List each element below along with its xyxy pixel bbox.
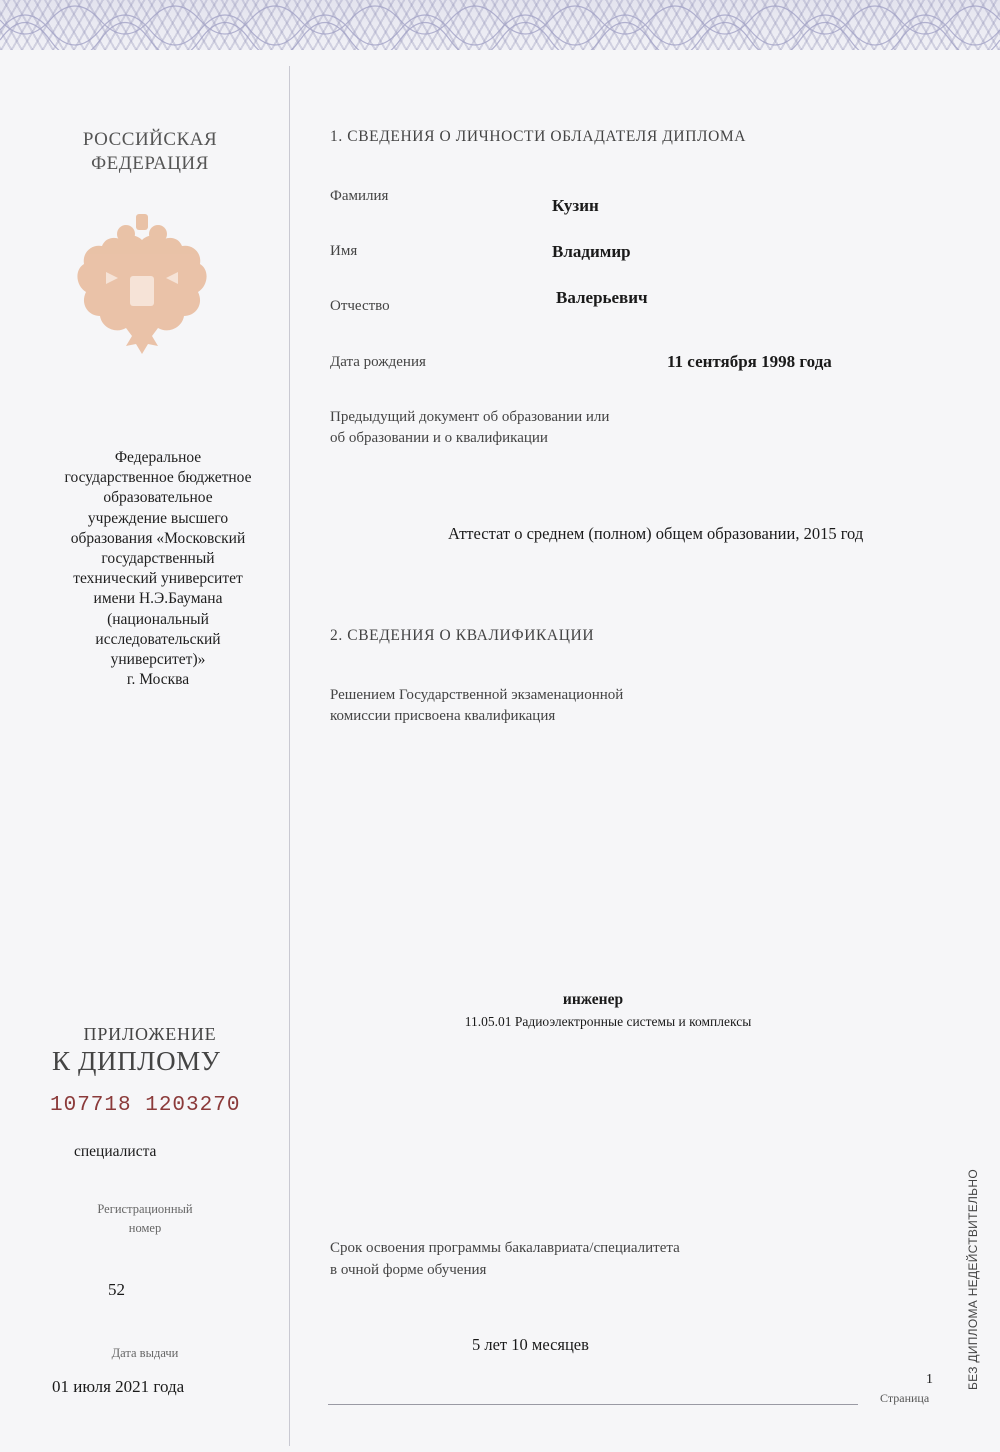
institution-line: государственный — [101, 550, 215, 568]
section-1-title: 1. СВЕДЕНИЯ О ЛИЧНОСТИ ОБЛАДАТЕЛЯ ДИПЛОМА — [330, 128, 747, 145]
validity-notice: БЕЗ ДИПЛОМА НЕДЕЙСТВИТЕЛЬНО — [966, 1169, 980, 1390]
patronymic-label: Отчество — [330, 298, 390, 314]
institution-line: исследовательский — [95, 630, 221, 648]
study-duration-label — [330, 1237, 680, 1281]
specialty-value: 11.05.01 Радиоэлектронные системы и комплексы — [464, 1014, 752, 1029]
institution-line: государственное бюджетное — [64, 469, 252, 487]
issue-date-label: Дата выдачи — [111, 1346, 179, 1360]
institution-line: имени Н.Э.Баумана — [93, 590, 223, 608]
degree-level: специалиста — [74, 1143, 157, 1160]
study-duration-value: 5 лет 10 месяцев — [472, 1335, 589, 1354]
page-label: Страница — [880, 1391, 930, 1405]
appendix-title-line-2: К ДИПЛОМУ — [52, 1046, 221, 1076]
institution-line: образовательное — [103, 489, 213, 507]
qualification-decision-line-2: комиссии присвоена квалификация — [330, 708, 556, 724]
institution-line: (национальный — [107, 610, 209, 628]
name-value: Владимир — [552, 242, 631, 261]
name-label: Имя — [330, 243, 358, 259]
page-number: 1 — [926, 1372, 933, 1387]
country-line-1: РОССИЙСКАЯ — [82, 129, 218, 150]
qualification-value: инженер — [562, 991, 624, 1008]
institution-name — [48, 448, 268, 690]
footer-rule — [328, 1404, 858, 1405]
issue-date: 01 июля 2021 года — [52, 1377, 185, 1396]
column-divider — [289, 66, 290, 1446]
patronymic-value: Валерьевич — [556, 288, 648, 307]
appendix-title-line-1: ПРИЛОЖЕНИЕ — [83, 1024, 217, 1044]
institution-line: учреждение высшего — [87, 509, 229, 527]
registration-label-line-2: номер — [128, 1221, 162, 1235]
institution-line: технический университет — [73, 570, 243, 588]
qualification-decision-line-1: Решением Государственной экзаменационной — [330, 687, 624, 703]
previous-document-label-line-1: Предыдущий документ об образовании или — [330, 409, 610, 425]
dob-value: 11 сентября 1998 года — [667, 352, 832, 371]
registration-label — [60, 1200, 230, 1238]
surname-value: Кузин — [552, 196, 599, 215]
double-headed-eagle-emblem — [66, 212, 218, 372]
previous-document-label — [330, 407, 609, 449]
institution-line: Федеральное — [114, 449, 202, 466]
study-duration-label-line-2: в очной форме обучения — [330, 1262, 487, 1278]
institution-line: университет)» — [110, 651, 206, 669]
qualification-decision-label — [330, 685, 623, 727]
decorative-guilloche-band — [0, 0, 1000, 50]
registration-number: 52 — [108, 1280, 125, 1299]
country-title — [60, 128, 240, 176]
previous-document-value: Аттестат о среднем (полном) общем образовании, 2015 год — [448, 524, 864, 543]
registration-label-line-1: Регистрационный — [97, 1202, 193, 1216]
surname-label: Фамилия — [330, 188, 389, 204]
study-duration-label-line-1: Срок освоения программы бакалавриата/специалитета — [330, 1240, 680, 1256]
section-2-title: 2. СВЕДЕНИЯ О КВАЛИФИКАЦИИ — [330, 627, 595, 644]
country-line-2: ФЕДЕРАЦИЯ — [91, 153, 209, 174]
previous-document-label-line-2: об образовании и о квалификации — [330, 430, 548, 446]
institution-line: образования «Московский — [70, 529, 246, 547]
dob-label: Дата рождения — [330, 354, 426, 370]
serial-number: 107718 1203270 — [50, 1094, 241, 1117]
institution-line: г. Москва — [126, 671, 190, 689]
